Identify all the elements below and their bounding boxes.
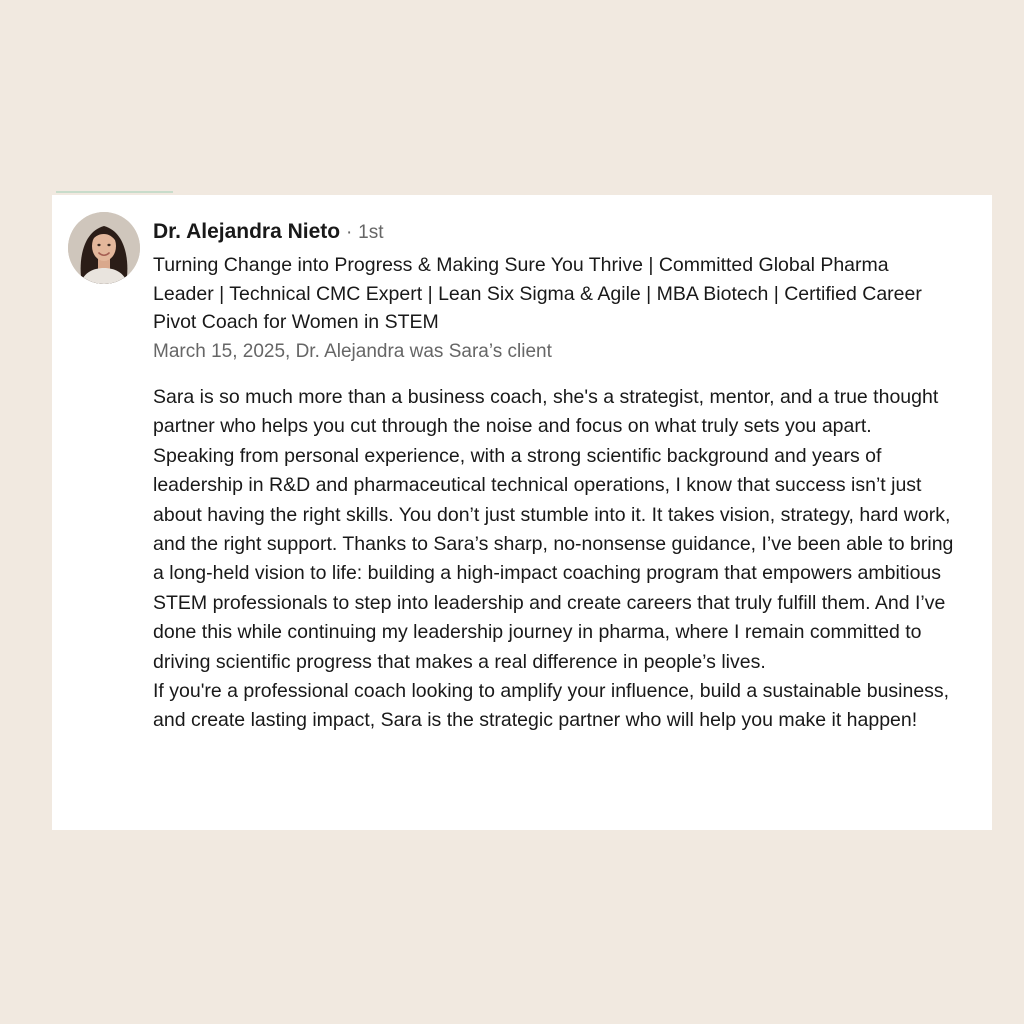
author-line	[153, 217, 962, 248]
name-separator: ·	[345, 222, 353, 243]
review-header	[153, 217, 962, 366]
avatar-photo-icon	[68, 212, 140, 284]
recommendation-paragraph: Sara is so much more than a business coach, she's a strategist, mentor, and a true thought partner who helps you cut through the noise and focus on what truly sets you apart.	[153, 386, 939, 438]
recommendation-paragraph: If you're a professional coach looking to amplify your influence, build a sustainable business, and create lasting impact, Sara is the strategic partner who will help you make it happen!	[153, 680, 950, 732]
recommendation-card	[52, 195, 992, 830]
recommendation-meta: March 15, 2025, Dr. Alejandra was Sara’s client	[153, 340, 552, 362]
author-name[interactable]: Dr. Alejandra Nieto	[153, 220, 341, 243]
accent-line	[56, 191, 173, 193]
connection-degree: 1st	[358, 222, 384, 243]
avatar[interactable]	[68, 212, 140, 284]
author-headline: Turning Change into Progress & Making Sure You Thrive | Committed Global Pharma Leader | Technical CMC Expert | Lean Six Sigma & Agile | MBA Biotech | Certified Career Pivot Coach for Women in STEM	[153, 254, 922, 333]
recommendation-text	[153, 383, 968, 736]
recommendation-paragraph: Speaking from personal experience, with a strong scientific background and years of leadership in R&D and pharmaceutical technical operations, I know that success isn’t just about having the right skills. You don’t just stumble into it. It takes vision, strategy, hard work, and the right support. Thanks to Sara’s sharp, no-nonsense guidance, I’ve been able to bring a long-held vision to life: building a high-impact coaching program that empowers ambitious STEM professionals to step into leadership and create careers that truly fulfill them. And I’ve done this while continuing my leadership journey in pharma, where I remain committed to driving scientific progress that makes a real difference in people’s lives.	[153, 444, 954, 673]
